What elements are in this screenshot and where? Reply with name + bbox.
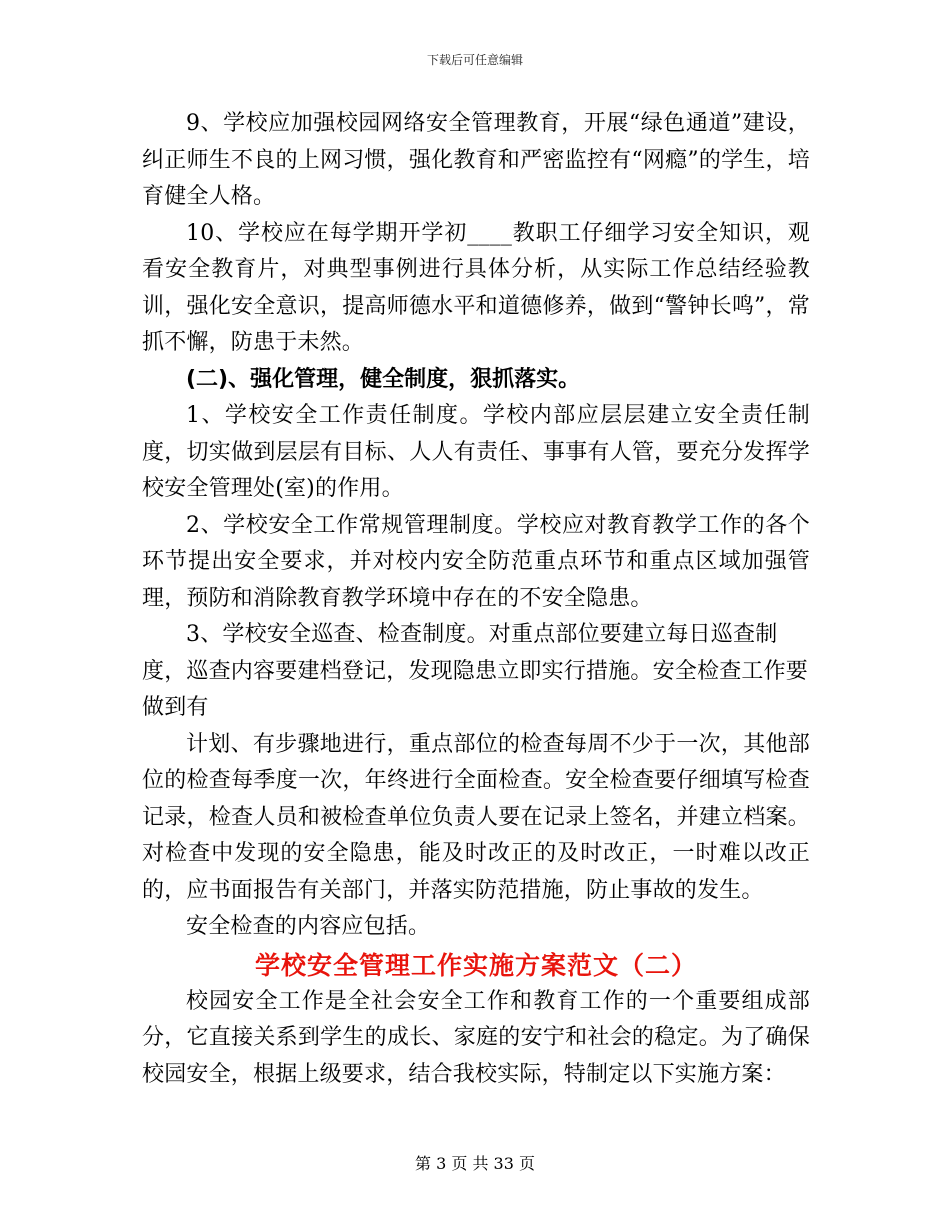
paragraph-item-10: 10、学校应在每学期开学初____教职工仔细学习安全知识，观看安全教育片，对典型事例进行具体分析，从实际工作总结经验教训，强化安全意识，提高师德水平和道德修养，做到“警钟长鸣”，常抓不懈，防患于未然。 [142,220,810,355]
section-title: 学校安全管理工作实施方案范文（二） [254,950,697,980]
paragraph-inspection-contents: 安全检查的内容应包括。 [186,914,431,939]
paragraph-item-2: 2、学校安全工作常规管理制度。学校应对教育教学工作的各个环节提出安全要求，并对校内安全防范重点环节和重点区域加强管理，预防和消除教育教学环境中存在的不安全隐患。 [142,512,810,611]
page-header: 下载后可任意编辑 [426,53,523,67]
document-body [142,106,810,1093]
page-footer: 第 3 页 共 33 页 [415,1154,535,1173]
section-intro-paragraph: 校园安全工作是全社会安全工作和教育工作的一个重要组成部分，它直接关系到学生的成长、家庭的安宁和社会的稳定。为了确保校园安全，根据上级要求，结合我校实际，特制定以下实施方案： [142,988,810,1087]
paragraph-item-3: 3、学校安全巡查、检查制度。对重点部位要建立每日巡查制度，巡查内容要建档登记，发现隐患立即实行措施。安全检查工作要做到有 [142,622,809,720]
paragraph-item-3-continued: 计划、有步骤地进行，重点部位的检查每周不少于一次，其他部位的检查每季度一次，年终进行全面检查。安全检查要仔细填写检查记录，检查人员和被检查单位负责人要在记录上签名，并建立档案。对检查中发现的安全隐患，能及时改正的及时改正，一时难以改正的，应书面报告有关部门，并落实防范措施，防止事故的发生。 [142,731,810,903]
section-subheading: (二)、强化管理，健全制度，狠抓落实。 [186,366,581,392]
paragraph-item-9: 9、学校应加强校园网络安全管理教育，开展“绿色通道”建设，纠正师生不良的上网习惯，强化教育和严密监控有“网瘾”的学生，培育健全人格。 [142,111,810,209]
paragraph-item-1: 1、学校安全工作责任制度。学校内部应层层建立安全责任制度，切实做到层层有目标、人人有责任、事事有人管，要充分发挥学校安全管理处(室)的作用。 [142,403,810,501]
